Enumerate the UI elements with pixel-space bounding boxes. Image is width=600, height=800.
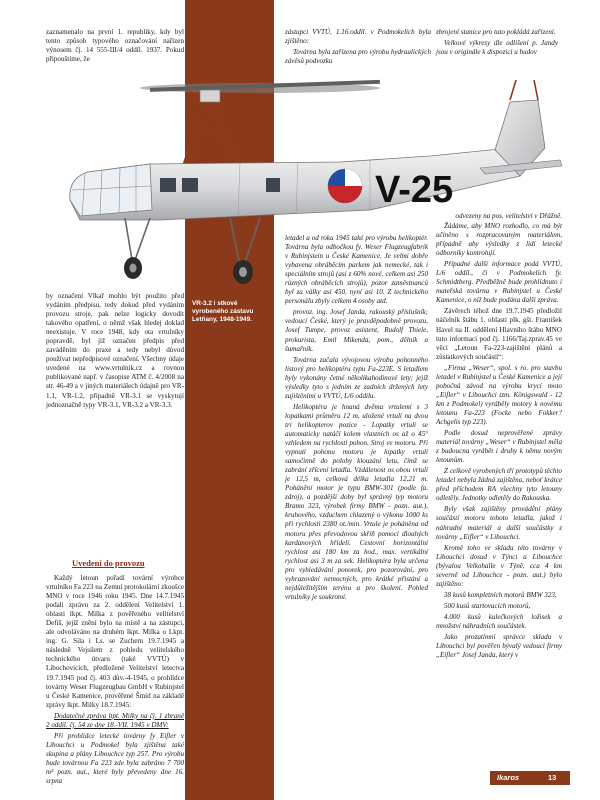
paragraph: Byly však zajištěny provádění plány součástí motoru tohoto letadla, jakož i náhradní materiál a další součástky z továrny „Eifler“ v Libouchci.: [436, 505, 562, 541]
registration-marking: V-25: [375, 169, 454, 211]
paragraph: Velkové výkresy dle odlišení p. Jandy jsou v originále k dispozici u budov: [436, 39, 558, 57]
rear-rotor-frame: [510, 80, 538, 100]
column-2-main-text: [285, 234, 428, 604]
cabin-window: [266, 178, 280, 192]
paragraph: provoz. ing. Josef Janda, rakouský příslušník; vedoucí České, který je pravděpodobně provozu, Josef Tumpe, provoz asistent, Rudolf Thiele, prokurista, Emil Mikenda, pom., dělník a šumařník.: [285, 308, 428, 353]
cabin-window: [160, 178, 176, 192]
paragraph: Žádáme, aby MNO rozhodlo, co má být učiněno s rozpracovaným materiálem, případně aby výsledky z lidí letecké odborníky kontrolují.: [436, 222, 562, 258]
paragraph: Každý letoun pořadí tovární výrobce vrtulníku Fa 223 na Zemní protokolární zkoušce MNO v roce 1946 roku 1945. Dne 14.7.1945 podali zprávu za 2. oddělení Velitelství 1. oblasti lkpt. Milka z pověřeného velitelství Defiš, jejíž znění bylo na místě a na zástupci, ale odvoláváno na druhém lkpt. Milka o Lkpt. ing. G. Sila i Ls. se Zuchem 19.7.1945 a následně Vejsilem z pohledu velitelského technického útvaru (také VVTÚ) v Libochovicích, předložené Velitelství letectva 19.7.1945 pod čj. 403 dův.-4-1945, o prohlídce továrny Weser Flugzeugbau GmbH v Rubinjstel u České Kamenice, prověřené Šmíd na základě zprávy lkpt. Milky 18.7.1945:: [46, 574, 184, 709]
paragraph: „Firma „Weser“, spol. s ro. pro stavbu letadel v Rubinjstel u České Kamenice a její pobočná závod na výrobu krycí moto „Eifler“ v Libouchci tzm. Königswald - 12 km z Podmokel) vyráběly motory k novému letounu Fa-223 (Focke nebo Fokker? Achgelis typ 223).: [436, 363, 562, 426]
list-item: 38 kusů kompletních motorů BMW 323,: [444, 590, 557, 599]
column-3-top-text: [436, 28, 558, 59]
column-1-bottom-text: [46, 574, 184, 788]
paragraph: zbrojení stanice pro tuto pokládá zařízení.: [436, 28, 556, 36]
list-item: 4.000 kusů kulečkových ložisek a množství náhradních součástek.: [436, 612, 562, 630]
paragraph: Dodatečně zpráva ltpt. Milky na čj. 1 zbraně 2 oddíl. čj. 54 ze dne 18.-VII. 1945 v DMV:: [46, 711, 184, 729]
landing-gear: [125, 218, 260, 265]
image-caption: VR-3.2 i stkové vyrobeného zástavu Letňany, 1948-1949.: [192, 300, 254, 324]
paragraph: Při prohlídce letecké továrny fy Eifler v Libouchci u Podmokel byla zjištěna také skupina a plány Libouchce typ 257. Pro výrobu bude továrnou Fa 223 zde byla zabráno 7 700 m² pozn. aut., které byly převedeny dne 16. srpna: [46, 731, 184, 786]
magazine-name: Ikaros: [497, 773, 520, 782]
paragraph: Továrna začala vývojovou výrobu pohonného listový pro helikoptéru typu Fa-223E. S letadlem byly vykonány četné několikahodinové lety; jejíž výsledky tyto s jedním ze zadních držených lety zajištěními u VVTÚ, L/6 oddílu.: [285, 355, 428, 400]
wheel-icon: [233, 260, 253, 284]
column-1-middle-text: [46, 292, 184, 412]
page-footer: [0, 771, 600, 800]
paragraph: Podle dosud neprověřené zprávy materiál továrny „Weser“ v Rubinjstel měla z budoucna vyrábět i druhy k němu novým letounům.: [436, 429, 562, 465]
paragraph: odvezeny na pos. velitelství v Dřážně.: [455, 212, 562, 220]
section-heading: Uvedení do provozu: [72, 558, 145, 568]
paragraph: zaznamenalo na první 1. republiky, kdy byl tento způsob typového označování nařízen výnosem čj. 14 555-III/4 oddíl. 1937. Pokud připouštíme, že: [46, 28, 184, 64]
paragraph: Kromě toho ve skladu této továrny v Libouchci dosud v Týnci a Libouchce (bývalou Velkohalle v Týně, cca 4 km severně od Libouchce - pozn. aut.) bylo zajištěno:: [436, 543, 562, 588]
paragraph: zástupci VVTÚ, 1.16.oddíl. v Podmokelích byla zjištěno:: [285, 28, 431, 46]
paragraph: Jako prozatímní správce skladu v Libouchci byl pověřen bývalý vedoucí firmy „Eifler“ Josef Janda, který v: [436, 633, 562, 660]
list-item: 500 kusů startovacích motorů,: [444, 601, 531, 610]
paragraph: Továrna byla zařízena pro výrobu hydraulických závěsů podvozku: [285, 48, 431, 66]
paragraph: letadel a od roku 1945 také pro výrobu helikoptér. Továrna byla odbočkou fy. Weser Flugzeugfabrik v Rubinjstein u České Kamenice. Je velmi dobře vybavena obráběcím parkem jak nemecké, tak i speciálním strojů (asi z 60% nové, celkem asi 250 různých obráběcích strojů), pozor zaměstnanců byl za války asi 450, nyní asi 10. Z technického personálu zbyly celkem 4 osoby atd.: [285, 234, 428, 306]
page-number: 13: [548, 773, 557, 782]
wheel-icon: [124, 257, 142, 279]
paragraph: by označení Vlkař mohlo být použito před vydáním předpisu, tedy dokud před vydáním provozu stroje, pak nelze logicky dovodit takového opatření, o němž však hledej doklad neexistuje. V roce 1948, kdy ota vrtulníky popravdě, byl již označen předpis před zaváděním do praxe a tedy nebyl důvod používat nepředpisové označení. Všechny údaje uvedené na www.vrtulnik.cz a rovnou publikované např. v časopise ATM č. 4/2008 na str. 46-49 a v jiných materiálech údajně pro VR-1.1, VR-1.2, případně VR-3.1 se vyskytují jednoznačně typy VR-3.1, VR-3.2 a VR-3.3.: [46, 292, 184, 409]
paragraph: Závěrech téhož dne 19.7.1945 předložil náčelník štábu 1. oblasti plk. gšt. František Havel na II. oddělení Hlavního štábu MNO tuto informaci pod čj. 1166/Taj.zprav.45 ve věci „Letoun Fa-223-zajištění plánů a zůstatkových součástí“:: [436, 307, 562, 361]
paragraph: Z celkově vyrobených tří prototypů těchto letadel nebyla žádná zajištěna, neboť krátce před příchodem RA všechny tyto letouny odletěly. Jednotky odletěly do Rakouska.: [436, 467, 562, 503]
paragraph: Případné další informace podá VVTÚ, L/6 oddíl., či v Podmokelích fy. Schmidtberg. Předběžně bude prohlídnuto i mateřská továrna v Rubinjstel u České Kamenice, o níž bude podána další zpráva.: [436, 260, 562, 305]
cabin-window: [182, 178, 198, 192]
paragraph: Helikoptéra je hnaná dvěma vrtulemi s 3 lopatkami průměru 12 m, uložené vrtulí na dvou tri helikopterov pozice - Lopatky vrtulí se automaticky natáčí kolem vlastních os až o 45° vzhledem na rychlosti pohon. Stroj ve motoru. Při vypnutí pohonu motoru je lopatky vrtulí samočinně do polohy klouzání letu, čímž se zabrání zřícení letadla. Vzdálenost os obou vrtulí je 12,5 m, celková délka letadla 12,21 m. Pohánění motor je typu BMW-301 (podle fa. zdroj), a pozdější doby byl správný typ motoru Bramo 323, výrobek firmy BMW - pozn. aut.), kruhového, vzduchem chlazený o výkonu 1000 ks při rychlosti 2380 ot./min. Vrtule je poháněna od motoru přes převodovou skříň pomocí dlouhých kardanových hřídelí. Cestovní horizontální rychlost asi 180 km za hod., max. vertikální rychlost asi 3 m za sek. Helikoptéra byla určena pro vyhledávání ponorek, pro pozorování, pro vyhrazování nemocných, pro krátké přistání a nejdůležitějším terénu a pro školení. Pohled vrtulníky je soukromí.: [285, 402, 428, 601]
column-3-main-text: [436, 222, 562, 662]
cockpit-glazing: [70, 164, 152, 216]
roundel-icon: [328, 169, 362, 203]
